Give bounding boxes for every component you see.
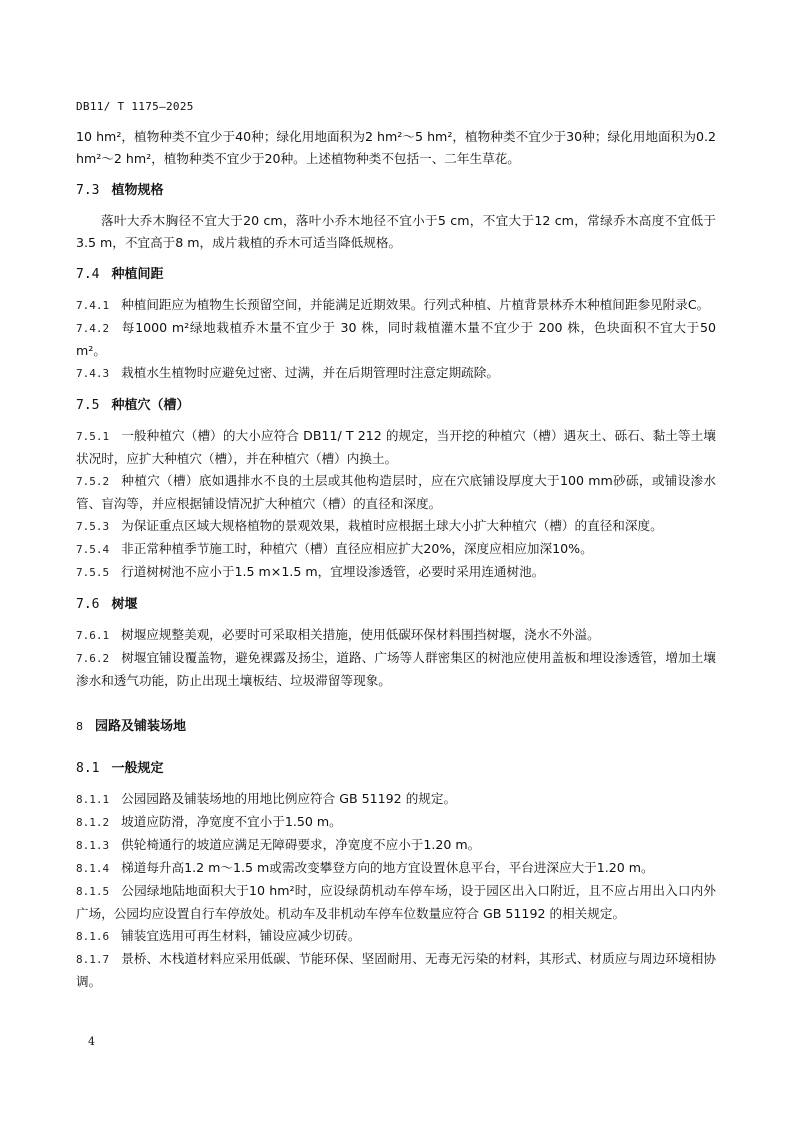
section-title: 一般规定	[111, 761, 164, 776]
clause-7-5-3	[76, 515, 716, 538]
section-number: 7.4	[76, 267, 100, 282]
clause-text: 坡道应防滑，净宽度不宜小于1.50 m。	[121, 814, 342, 829]
clause-number: 8.1.6	[76, 930, 110, 943]
section-title: 树堰	[111, 597, 138, 612]
document-code: DB11/ T 1175—2025	[76, 100, 194, 113]
clause-text: 公园园路及铺装场地的用地比例应符合 GB 51192 的规定。	[121, 791, 457, 806]
clause-text: 梯道每升高1.2 m～1.5 m或需改变攀登方向的地方宜设置休息平台，平台进深应大于1.20 m。	[121, 860, 654, 875]
chapter-heading-8	[76, 716, 716, 738]
clause-text: 公园绿地陆地面积大于10 hm²时，应设绿荫机动车停车场，设于园区出入口附近，且不应占用出入口内外广场，公园均应设置自行车停放处。机动车及非机动车停车位数量应符合 GB 51192 的相关规定。	[76, 883, 716, 921]
clause-text: 种植穴（槽）底如遇排水不良的土层或其他构造层时，应在穴底铺设厚度大于100 mm砂砾，或铺设渗水管、盲沟等，并应根据铺设情况扩大种植穴（槽）的直径和深度。	[76, 473, 716, 511]
section-heading-7-4	[76, 264, 716, 286]
page-content	[76, 126, 716, 993]
intro-paragraph: 10 hm²，植物种类不宜少于40种；绿化用地面积为2 hm²～5 hm²，植物种类不宜少于30种；绿化用地面积为0.2 hm²～2 hm²，植物种类不宜少于20种。上述植物种类不包括一、二年生草花。	[76, 129, 716, 166]
clause-text: 非正常种植季节施工时，种植穴（槽）直径应相应扩大20%，深度应相应加深10%。	[121, 541, 593, 556]
clause-number: 7.5.2	[76, 475, 110, 488]
section-title: 种植间距	[111, 267, 164, 282]
clause-8-1-7	[76, 948, 716, 993]
clause-7-5-2	[76, 470, 716, 515]
clause-8-1-3	[76, 834, 716, 857]
clause-number: 8.1.7	[76, 953, 110, 966]
section-title: 植物规格	[111, 183, 164, 198]
clause-text: 种植间距应为植物生长预留空间，并能满足近期效果。行列式种植、片植背景林乔木种植间距参见附录C。	[121, 297, 710, 312]
clause-number: 7.5.5	[76, 566, 110, 579]
section-number: 7.6	[76, 597, 100, 612]
clause-text: 树堰应规整美观，必要时可采取相关措施，使用低碳环保材料围挡树堰，浇水不外溢。	[121, 627, 600, 642]
clause-number: 8.1.3	[76, 839, 110, 852]
clause-number: 7.4.2	[76, 322, 110, 335]
section-number: 7.5	[76, 398, 100, 413]
section-title: 种植穴（槽）	[111, 398, 190, 413]
clause-text: 树堰宜铺设覆盖物，避免裸露及扬尘，道路、广场等人群密集区的树池应使用盖板和埋设渗透管，增加土壤渗水和透气功能，防止出现土壤板结、垃圾滞留等现象。	[76, 650, 716, 688]
clause-number: 8.1.4	[76, 862, 110, 875]
section-heading-7-6	[76, 594, 716, 616]
section-heading-7-5	[76, 395, 716, 417]
clause-number: 8.1.1	[76, 793, 110, 806]
clause-number: 7.4.1	[76, 299, 110, 312]
chapter-title: 园路及铺装场地	[95, 719, 187, 734]
clause-text: 为保证重点区域大规格植物的景观效果，栽植时应根据土球大小扩大种植穴（槽）的直径和深度。	[121, 518, 663, 533]
clause-text: 铺装宜选用可再生材料，铺设应减少切砖。	[121, 928, 361, 943]
clause-text: 一般种植穴（槽）的大小应符合 DB11/ T 212 的规定，当开挖的种植穴（槽）遇灰土、砾石、黏土等土壤状况时，应扩大种植穴（槽），并在种植穴（槽）内换土。	[76, 428, 716, 466]
page-number: 4	[88, 1035, 95, 1048]
clause-7-6-1	[76, 624, 716, 647]
clause-text: 景桥、木栈道材料应采用低碳、节能环保、坚固耐用、无毒无污染的材料，其形式、材质应与周边环境相协调。	[76, 951, 716, 989]
clause-8-1-6	[76, 925, 716, 948]
clause-7-5-1	[76, 425, 716, 470]
chapter-number: 8	[76, 720, 83, 733]
section-number: 7.3	[76, 183, 100, 198]
clause-text: 供轮椅通行的坡道应满足无障碍要求，净宽度不应小于1.20 m。	[121, 837, 481, 852]
clause-8-1-2	[76, 811, 716, 834]
clause-7-4-3	[76, 362, 716, 385]
clause-7-5-5	[76, 561, 716, 584]
clause-number: 7.4.3	[76, 367, 110, 380]
clause-number: 7.5.3	[76, 520, 110, 533]
clause-number: 7.6.1	[76, 629, 110, 642]
section-7-3-text: 落叶大乔木胸径不宜大于20 cm，落叶小乔木地径不宜小于5 cm，不宜大于12 cm，常绿乔木高度不宜低于3.5 m，不宜高于8 m，成片栽植的乔木可适当降低规格。	[76, 213, 716, 250]
section-heading-7-3	[76, 180, 716, 202]
clause-7-6-2	[76, 647, 716, 692]
clause-7-5-4	[76, 538, 716, 561]
clause-7-4-2	[76, 317, 716, 362]
clause-number: 8.1.2	[76, 816, 110, 829]
clause-text: 栽植水生植物时应避免过密、过满，并在后期管理时注意定期疏除。	[121, 365, 499, 380]
clause-8-1-5	[76, 880, 716, 925]
clause-text: 每1000 m²绿地栽植乔木量不宜少于 30 株，同时栽植灌木量不宜少于 200 株，色块面积不宜大于50 m²。	[76, 320, 716, 358]
section-number: 8.1	[76, 761, 100, 776]
clause-text: 行道树树池不应小于1.5 m×1.5 m，宜埋设渗透管，必要时采用连通树池。	[121, 564, 545, 579]
clause-7-4-1	[76, 294, 716, 317]
clause-number: 7.6.2	[76, 652, 110, 665]
clause-8-1-1	[76, 788, 716, 811]
clause-8-1-4	[76, 857, 716, 880]
section-heading-8-1	[76, 758, 716, 780]
clause-number: 7.5.4	[76, 543, 110, 556]
clause-number: 8.1.5	[76, 885, 110, 898]
clause-number: 7.5.1	[76, 430, 110, 443]
